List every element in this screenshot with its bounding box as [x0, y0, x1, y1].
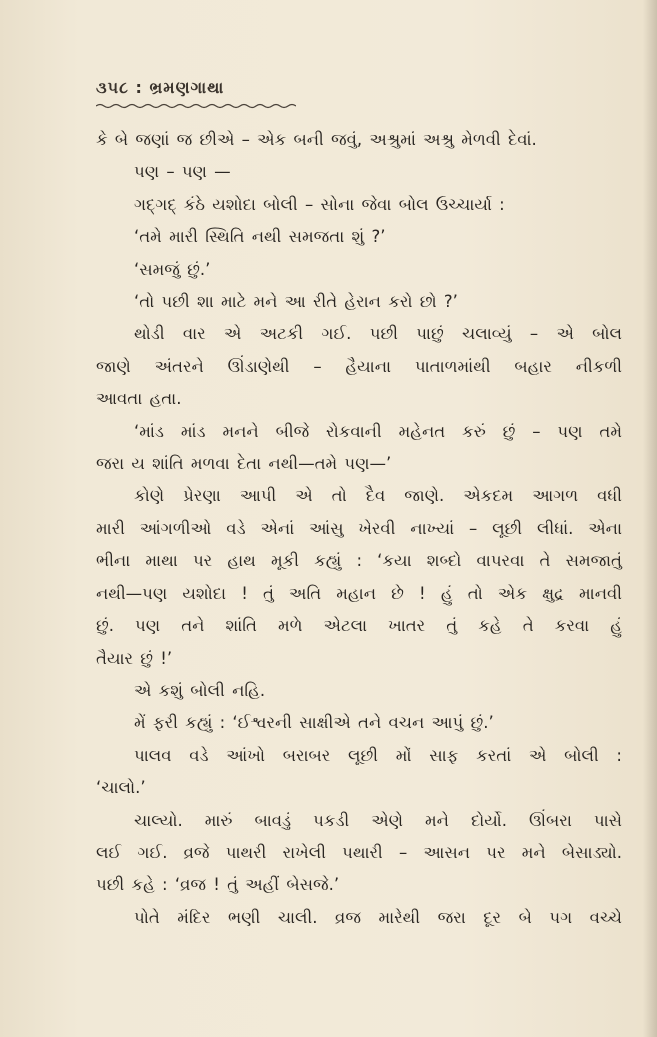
- text-line: પોતે મંદિર ભણી ચાલી. વ્રજ મારેથી જરા દૂર બે પગ વચ્ચે: [134, 907, 622, 927]
- page-spine-shadow: [643, 0, 657, 1037]
- text-line: પછી કહે : ‘વ્રજ ! તું અહીં બેસજે.’: [96, 875, 340, 895]
- text-line: ‘સમજું છું.’: [134, 259, 211, 279]
- text-line: ‘તમે મારી સ્થિતિ નથી સમજતા શું ?’: [134, 227, 386, 247]
- text-line: આવતા હતા.: [96, 389, 182, 409]
- text-line: મેં ફરી કહ્યું : ‘ઈશ્વરની સાક્ષીએ તને વચન આપું છું.’: [134, 713, 494, 733]
- text-line: જરા ય શાંતિ મળવા દેતા નથી—તમે પણ—’: [96, 454, 392, 474]
- text-line: કે બે જણાં જ છીએ – એક બની જવું, અશ્રુમાં અશ્રુ મેળવી દેવાં.: [96, 130, 537, 149]
- text-line: એ કશું બોલી નહિ.: [134, 680, 266, 700]
- text-line: ભીના માથા પર હાથ મૂકી કહ્યું : ‘કયા શબ્દો વાપરવા તે સમજાતું: [96, 551, 622, 571]
- text-line: તૈયાર છું !’: [96, 648, 173, 668]
- text-line: લઈ ગઈ. વ્રજે પાથરી રાખેલી પથારી – આસન પર મને બેસાડ્યો.: [96, 842, 622, 862]
- text-line: કોણે પ્રેરણા આપી એ તો દૈવ જાણે. એકદમ આગળ વધી: [134, 486, 622, 506]
- text-line: છું. પણ તને શાંતિ મળે એટલા ખાતર તું કહે તે કરવા હું: [96, 616, 622, 636]
- text-line: જાણે અંતરને ઊંડાણેથી – હૈયાના પાતાળમાંથી બહાર નીકળી: [96, 356, 622, 376]
- text-line: મારી આંગળીઓ વડે એનાં આંસુ ખેરવી નાખ્યાં – લૂછી લીધાં. એના: [96, 518, 622, 538]
- header-decorative-underline: [96, 103, 296, 109]
- text-line: થોડી વાર એ અટકી ગઈ. પછી પાછું ચલાવ્યું – એ બોલ: [134, 324, 622, 344]
- text-line: પાલવ વડે આંખો બરાબર લૂછી મોં સાફ કરતાં એ બોલી :: [134, 745, 622, 765]
- text-line: ચાલ્યો. મારું બાવડું પકડી એણે મને દોર્યો. ઊંબરા પાસે: [134, 810, 622, 830]
- text-line: ગદ્ગદ્ કંઠે યશોદા બોલી – સોના જેવા બોલ ઉચ્ચાર્યા :: [134, 194, 505, 214]
- text-line: ‘તો પછી શા માટે મને આ રીતે હેરાન કરો છો ?’: [134, 292, 458, 312]
- running-header: ૩૫૮ : ભ્રમણગાથા: [96, 78, 225, 97]
- text-line: ‘માંડ માંડ મનને બીજે રોકવાની મહેનત કરું છું – પણ તમે: [134, 421, 622, 441]
- text-line: નથી—પણ યશોદા ! તું અતિ મહાન છે ! હું તો એક ક્ષુદ્ર માનવી: [96, 583, 622, 603]
- body-text: [96, 124, 622, 934]
- text-line: ‘ચાલો.’: [96, 778, 146, 798]
- text-line: પણ – પણ —: [134, 162, 231, 182]
